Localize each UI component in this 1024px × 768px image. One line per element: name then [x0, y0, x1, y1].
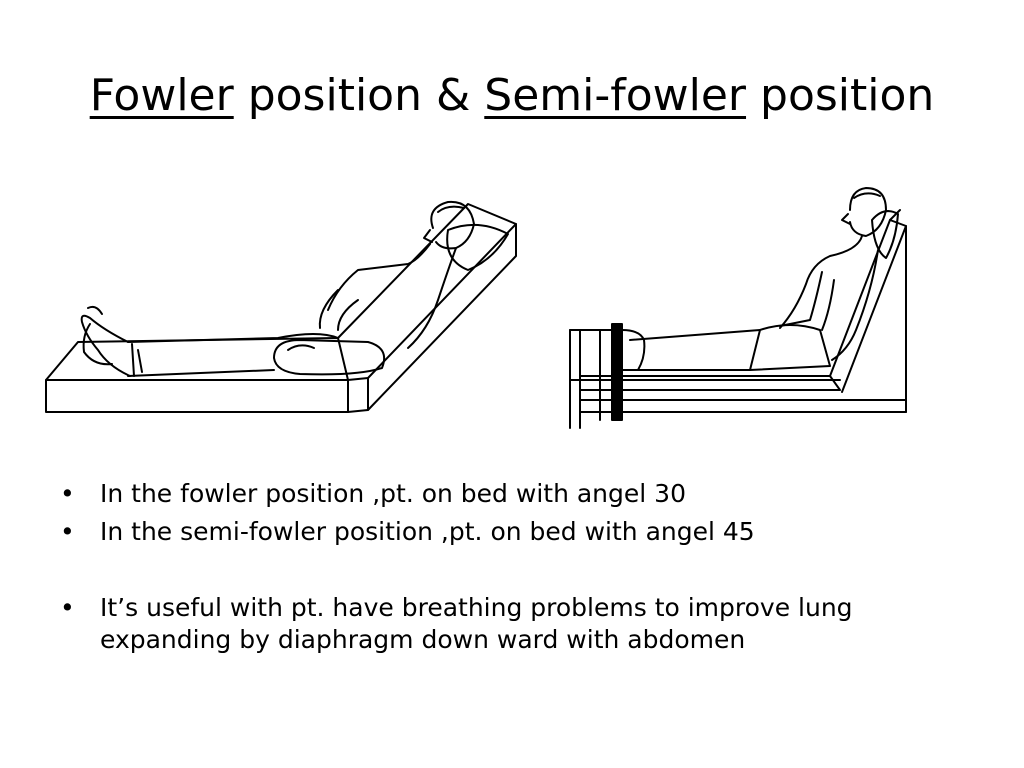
title-suffix: position	[746, 70, 935, 121]
bullet-text: In the semi-fowler position ,pt. on bed with angel 45	[100, 517, 755, 546]
title-connector: position &	[233, 70, 485, 121]
title-fowler: Fowler	[89, 70, 234, 121]
bullet-dot: •	[60, 517, 75, 546]
bullet-dot: •	[60, 593, 75, 622]
semi-fowler-position-illustration	[560, 180, 910, 430]
bullet-text: It’s useful with pt. have breathing problems to improve lung expanding by diaphragm down ward with abdomen	[100, 593, 853, 654]
bullet-item	[60, 516, 980, 548]
bullet-item	[60, 592, 980, 656]
title-semi-fowler: Semi-fowler	[484, 70, 747, 121]
bullet-list	[60, 478, 980, 662]
slide-title	[0, 64, 1024, 128]
bullet-dot: •	[60, 479, 75, 508]
fowler-position-illustration	[38, 190, 518, 422]
bullet-text: In the fowler position ,pt. on bed with angel 30	[100, 479, 686, 508]
bullet-item	[60, 478, 980, 510]
